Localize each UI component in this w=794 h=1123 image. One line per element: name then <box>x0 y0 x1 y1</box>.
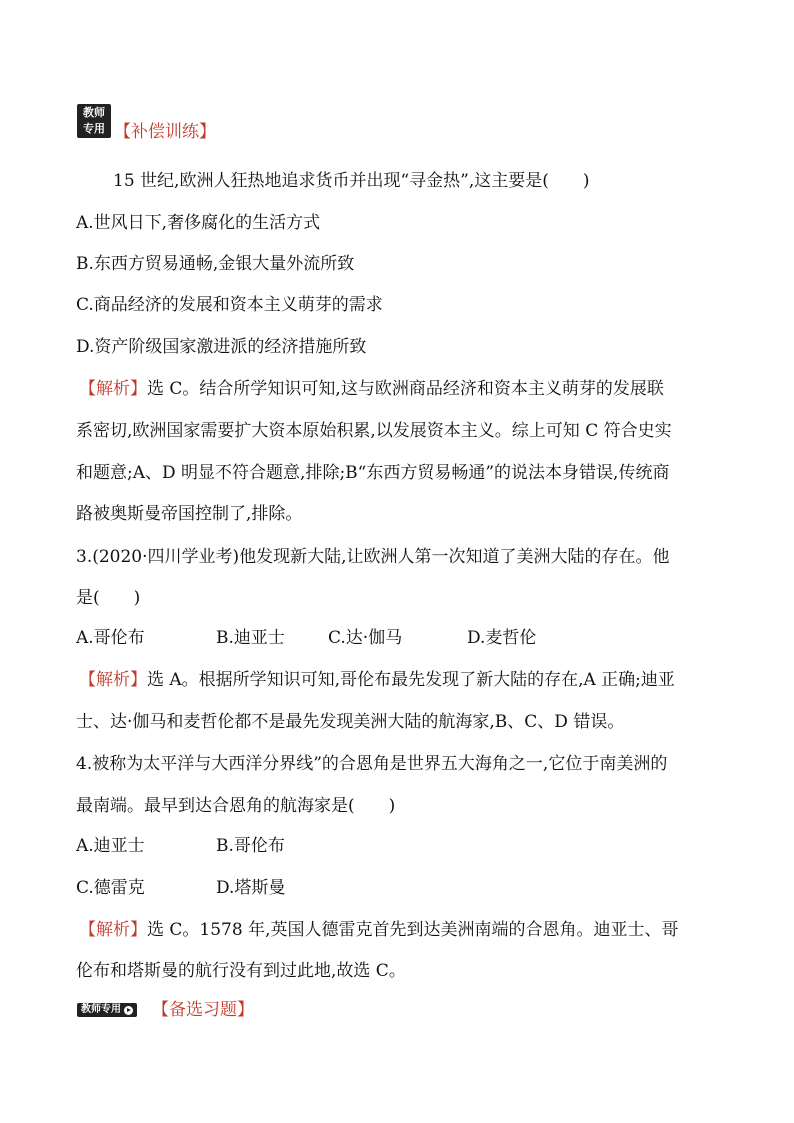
question-4-option-b: B.哥伦布 <box>216 836 285 856</box>
question-3-analysis-line-2: 士、达·伽马和麦哲伦都不是最先发现美洲大陆的航海家,B、C、D 错误。 <box>76 712 625 732</box>
question-15-option-d: D.资产阶级国家激进派的经济措施所致 <box>76 337 367 357</box>
question-15-option-c: C.商品经济的发展和资本主义萌芽的需求 <box>76 295 383 315</box>
section-title-extra: 【备选习题】 <box>152 1000 254 1020</box>
section-title-practice: 【补偿训练】 <box>114 122 216 142</box>
question-3-option-c: C.达·伽马 <box>328 628 403 648</box>
question-15-analysis-line-4: 路被奥斯曼帝国控制了,排除。 <box>76 504 303 524</box>
question-4-stem-line-1: 4.被称为太平洋与大西洋分界线”的合恩角是世界五大海角之一,它位于南美洲的 <box>76 754 668 774</box>
play-circle-icon <box>124 1006 133 1015</box>
question-15-option-b: B.东西方贸易通畅,金银大量外流所致 <box>76 254 355 274</box>
analysis-label: 【解析】 <box>79 379 147 399</box>
question-4-option-a: A.迪亚士 <box>76 836 145 856</box>
question-15-option-a: A.世风日下,奢侈腐化的生活方式 <box>76 213 321 233</box>
teacher-only-badge <box>77 104 111 138</box>
question-15-stem: 15 世纪,欧洲人狂热地追求货币并出现“寻金热”,这主要是( ) <box>113 171 590 191</box>
badge-line-2: 专用 <box>83 122 105 135</box>
question-4-analysis-line-1: 【解析】选 C。1578 年,英国人德雷克首先到达美洲南端的合恩角。迪亚士、哥 <box>79 920 679 940</box>
question-15-analysis-line-3: 和题意;A、D 明显不符合题意,排除;B“东西方贸易畅通”的说法本身错误,传统商 <box>76 463 670 483</box>
badge-inline-text: 教师专用 <box>81 1004 121 1015</box>
question-4-option-d: D.塔斯曼 <box>216 878 286 898</box>
question-3-option-b: B.迪亚士 <box>216 628 285 648</box>
question-3-stem-line-2: 是( ) <box>76 588 141 608</box>
question-15-analysis-line-1: 【解析】选 C。结合所学知识可知,这与欧洲商品经济和资本主义萌芽的发展联 <box>79 379 664 399</box>
question-4-analysis-line-2: 伦布和塔斯曼的航行没有到过此地,故选 C。 <box>76 961 406 981</box>
analysis-label: 【解析】 <box>79 920 147 940</box>
question-15-analysis-line-2: 系密切,欧洲国家需要扩大资本原始积累,以发展资本主义。综上可知 C 符合史实 <box>76 421 672 441</box>
question-3-option-d: D.麦哲伦 <box>467 628 537 648</box>
question-4-stem-line-2: 最南端。最早到达合恩角的航海家是( ) <box>76 796 396 816</box>
analysis-label: 【解析】 <box>79 670 147 690</box>
teacher-only-inline-badge <box>77 1003 137 1017</box>
badge-line-1: 教师 <box>83 106 105 119</box>
question-4-option-c: C.德雷克 <box>76 878 145 898</box>
question-3-stem-line-1: 3.(2020·四川学业考)他发现新大陆,让欧洲人第一次知道了美洲大陆的存在。他 <box>76 547 670 567</box>
question-3-option-a: A.哥伦布 <box>76 628 145 648</box>
question-3-analysis-line-1: 【解析】选 A。根据所学知识可知,哥伦布最先发现了新大陆的存在,A 正确;迪亚 <box>79 670 675 690</box>
